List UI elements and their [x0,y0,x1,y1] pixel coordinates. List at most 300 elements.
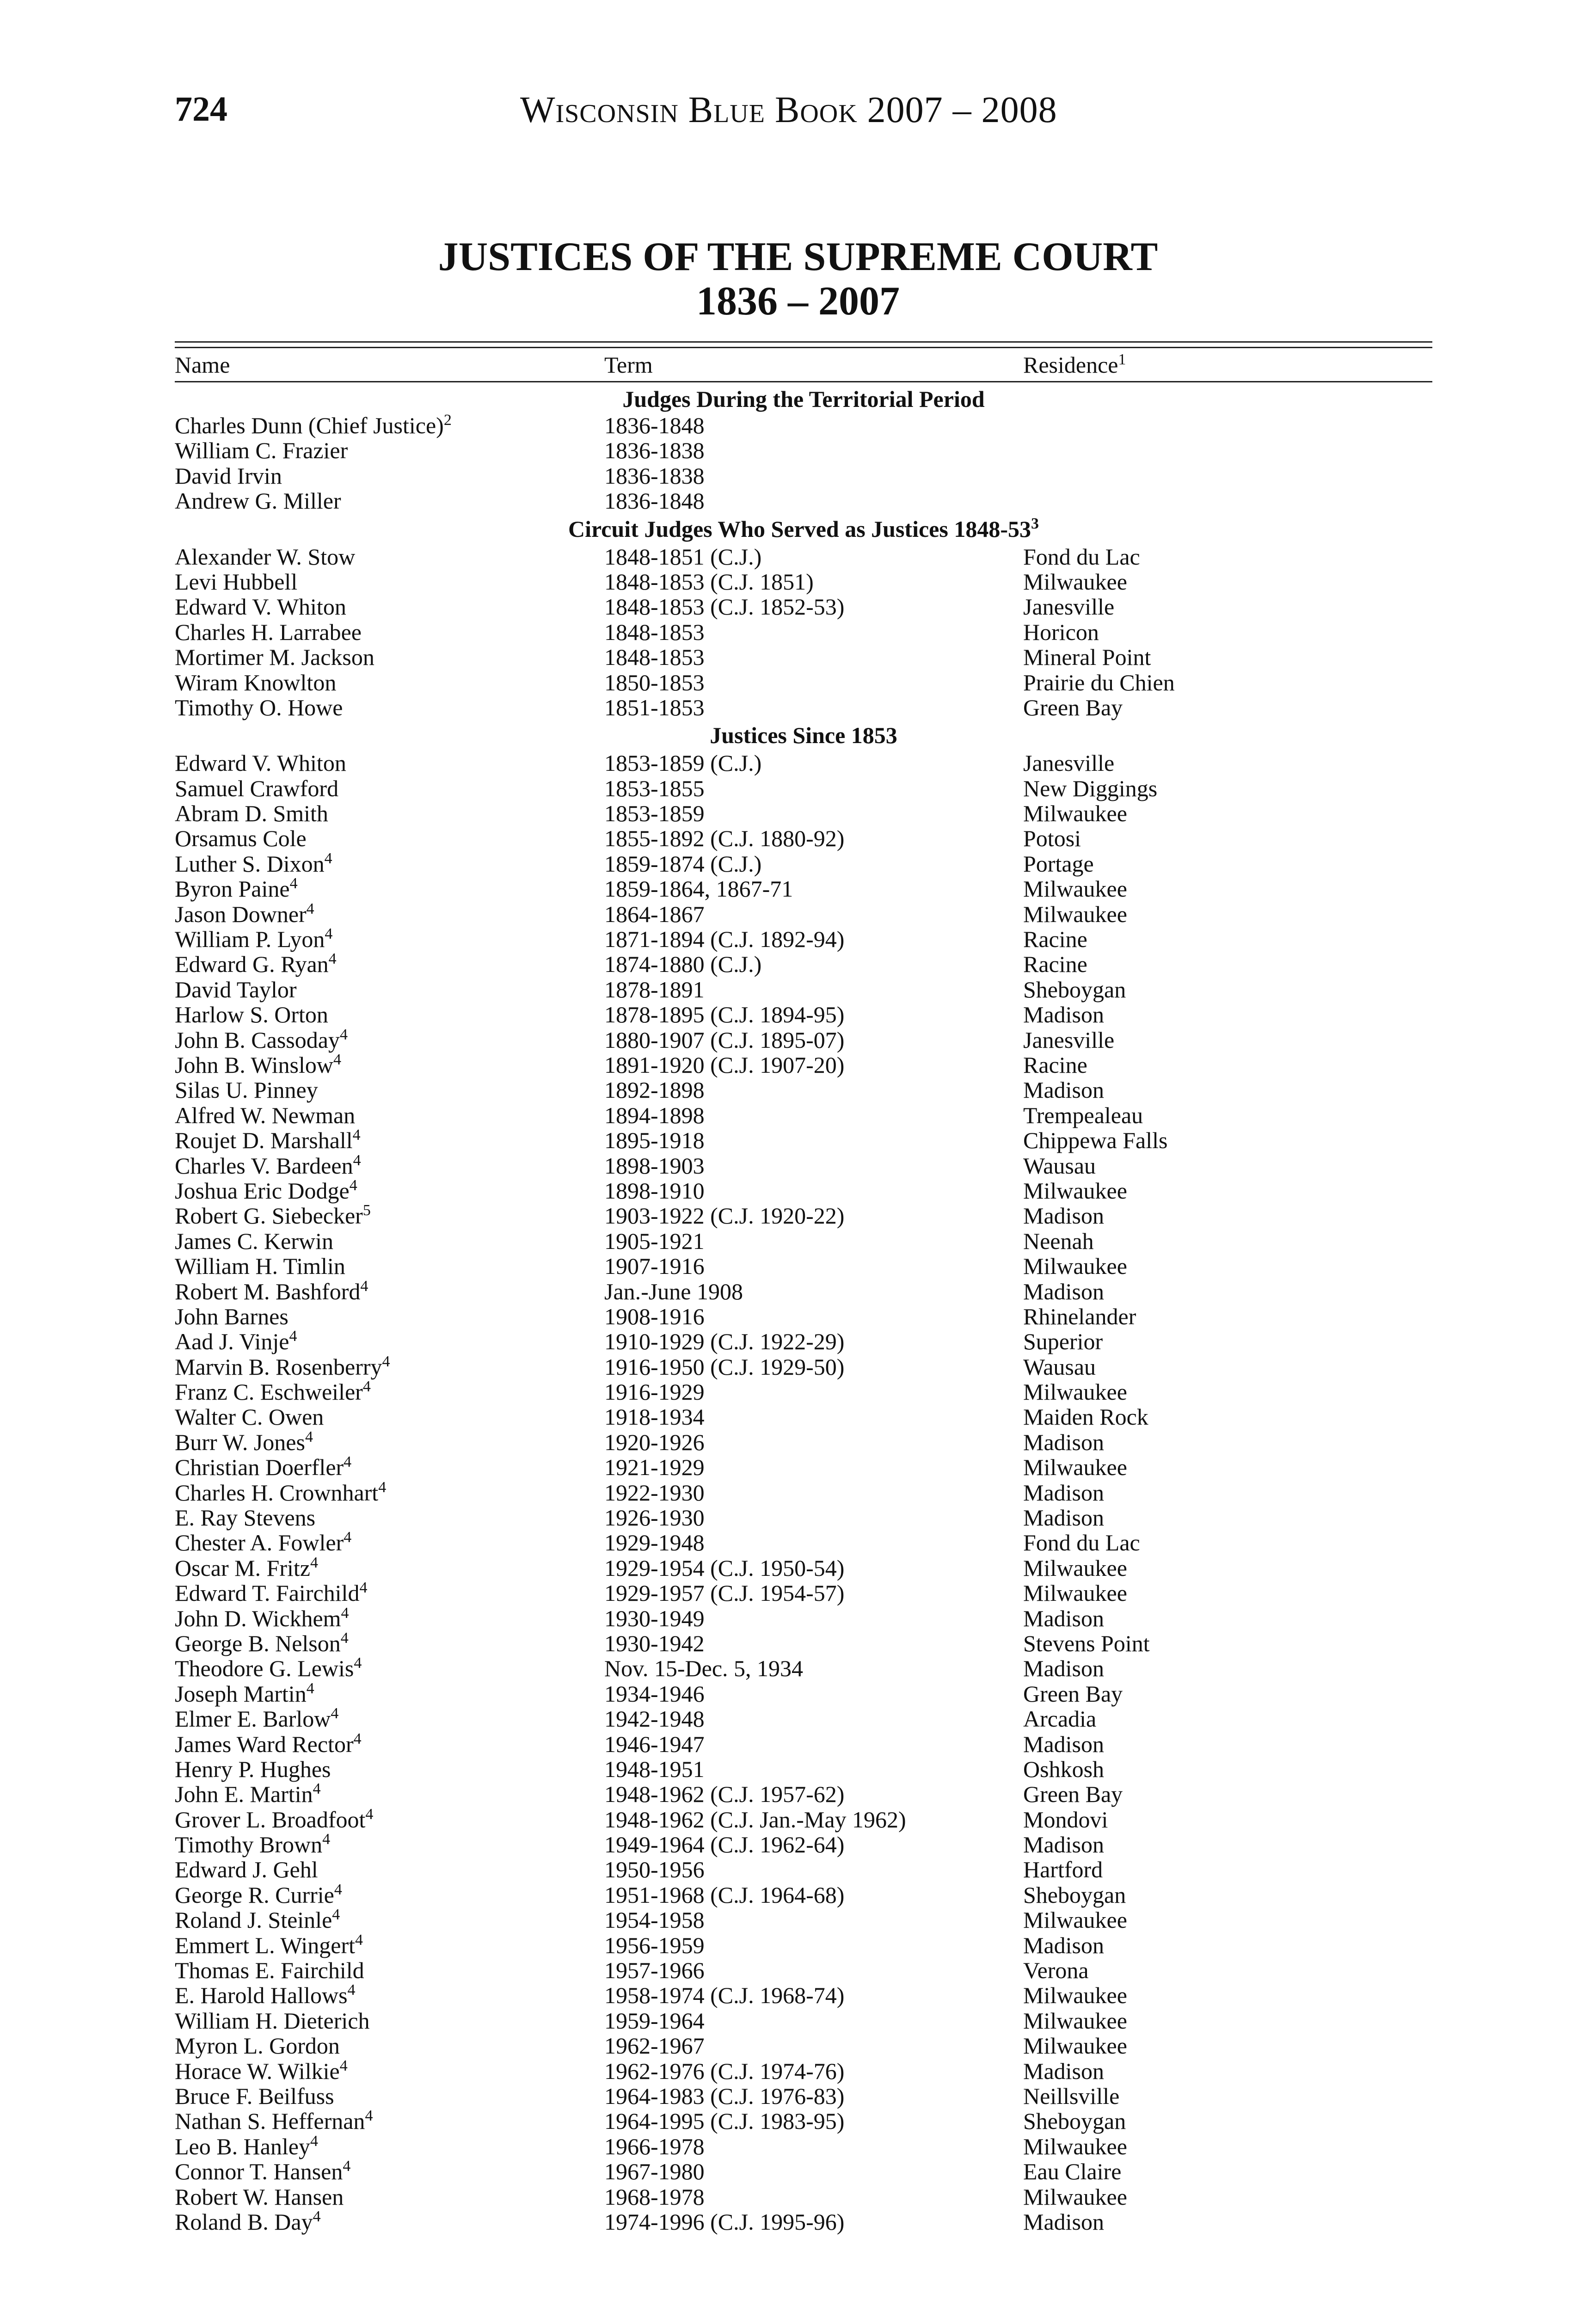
justice-residence: Rhinelander [1023,1303,1136,1329]
justice-residence: Madison [1023,2208,1104,2235]
page-title: JUSTICES OF THE SUPREME COURT [438,234,1158,279]
justice-term: 1853-1859 [604,800,705,827]
justice-residence: Wausau [1023,1353,1096,1380]
justice-name-text: Charles V. Bardeen [175,1152,353,1179]
table-row [175,2008,1432,2033]
justice-term: 1967-1980 [604,2158,705,2185]
justice-term: 1949-1964 (C.J. 1962-64) [604,1832,845,1858]
section-heading [175,385,1432,413]
justice-term: 1878-1895 (C.J. 1894-95) [604,1002,845,1028]
table-row [175,851,1432,876]
justice-name [175,2209,321,2234]
footnote-marker: 4 [310,2132,318,2150]
table-row [175,2184,1432,2209]
justice-name [175,1530,351,1555]
justice-term: 1966-1978 [604,2133,705,2159]
header-bottom-rule [175,381,1432,382]
footnote-marker: 4 [340,1629,349,1647]
table-row [175,2209,1432,2234]
justice-residence: Prairie du Chien [1023,669,1175,695]
justice-name [175,876,298,901]
table-row [175,695,1432,720]
justice-term: 1930-1942 [604,1630,705,1656]
justice-name [175,1178,357,1203]
table-row [175,1404,1432,1429]
justice-residence: Janesville [1023,1027,1115,1053]
justice-residence: Stevens Point [1023,1630,1150,1656]
justice-term: 1853-1859 (C.J.) [604,750,762,776]
table-row [175,2084,1432,2109]
justice-residence: Milwaukee [1023,1555,1127,1581]
table-row [175,1732,1432,1757]
table-row [175,1430,1432,1455]
justice-term: 1848-1853 (C.J. 1852-53) [604,594,845,620]
justice-term: 1864-1867 [604,901,705,927]
justice-name-text: William P. Lyon [175,926,325,953]
justice-residence: Madison [1023,1932,1104,1958]
justice-term: 1929-1948 [604,1530,705,1556]
justice-term: 1880-1907 (C.J. 1895-07) [604,1027,845,1053]
footnote-marker: 4 [289,1328,297,1345]
justice-term: 1851-1853 [604,694,705,720]
justice-term: 1836-1838 [604,462,705,489]
justice-name-text: Marvin B. Rosenberry [175,1353,382,1380]
justice-name-text: Timothy Brown [175,1832,323,1858]
justice-name [175,1027,348,1052]
justice-name-text: Walter C. Owen [175,1404,324,1430]
justice-residence: Milwaukee [1023,1580,1127,1606]
table-row [175,1128,1432,1153]
justice-term: 1964-1983 (C.J. 1976-83) [604,2083,845,2109]
table-row [175,1807,1432,1832]
justice-name [175,1480,386,1505]
justice-name-text: Emmert L. Wingert [175,1932,356,1958]
justice-residence: Milwaukee [1023,1177,1127,1204]
table-row [175,1782,1432,1807]
justice-residence: Sheboygan [1023,1882,1126,1908]
column-header-name: Name [175,352,230,378]
table-row [175,1379,1432,1404]
justice-name-text: Abram D. Smith [175,800,328,827]
justice-name [175,801,328,826]
justice-name [175,2109,373,2134]
justice-name-text: Edward V. Whiton [175,594,346,620]
footnote-marker: 1 [1118,351,1126,368]
justice-term: 1878-1891 [604,976,705,1002]
justice-name-text: Burr W. Jones [175,1429,305,1455]
justice-term: Jan.-June 1908 [604,1278,743,1304]
justice-residence: Verona [1023,1957,1089,1984]
justice-name [175,544,355,569]
table-row [175,1882,1432,1907]
justice-residence: Madison [1023,1731,1104,1757]
justice-residence: Madison [1023,1605,1104,1631]
justice-residence: Maiden Rock [1023,1404,1148,1430]
justice-name-text: Roujet D. Marshall [175,1127,353,1154]
table-row [175,670,1432,695]
table-row [175,2134,1432,2159]
table-row [175,1229,1432,1254]
footnote-marker: 4 [365,1805,374,1823]
justices-table [175,385,1432,2234]
justice-name [175,1807,373,1832]
justice-name [175,1329,297,1354]
justice-residence: Racine [1023,951,1087,978]
table-row [175,952,1432,977]
table-row [175,1857,1432,1882]
justice-name [175,1983,356,2008]
justice-residence: Chippewa Falls [1023,1127,1168,1154]
justice-residence: Madison [1023,1002,1104,1028]
footnote-marker: 4 [355,1931,363,1949]
table-row [175,1983,1432,2008]
justice-name-text: Luther S. Dixon [175,850,325,877]
justice-name [175,1857,318,1882]
section-heading [175,514,1432,544]
table-row [175,544,1432,569]
justice-name-text: Joseph Martin [175,1680,307,1707]
justice-name [175,488,341,513]
footnote-marker: 4 [313,2207,321,2225]
table-row [175,1832,1432,1857]
justice-name [175,927,332,952]
justice-name [175,463,282,488]
justice-name [175,1052,341,1077]
justice-name-text: E. Ray Stevens [175,1505,316,1531]
justice-residence: Milwaukee [1023,876,1127,902]
table-row [175,1933,1432,1958]
table-row [175,1580,1432,1605]
justice-name [175,1379,371,1404]
justice-residence: Milwaukee [1023,800,1127,827]
justice-term: 1898-1910 [604,1177,705,1204]
footnote-marker: 4 [306,900,314,917]
justice-name-text: E. Harold Hallows [175,1982,348,2009]
footnote-marker: 4 [310,1554,318,1571]
justice-residence: Madison [1023,1479,1104,1506]
justice-term: 1848-1853 [604,644,705,670]
justice-residence: Oshkosh [1023,1756,1105,1782]
justice-residence: Milwaukee [1023,1454,1127,1481]
justice-term: 1962-1976 (C.J. 1974-76) [604,2058,845,2084]
table-row [175,1203,1432,1228]
justice-name-text: George B. Nelson [175,1630,341,1656]
footnote-marker: 4 [331,1705,339,1722]
justice-term: 1910-1929 (C.J. 1922-29) [604,1328,845,1355]
table-row [175,1279,1432,1304]
footnote-marker: 5 [362,1202,371,1219]
justice-residence: Potosi [1023,825,1081,852]
justice-term: 1954-1958 [604,1907,705,1933]
justice-name-text: Charles H. Crownhart [175,1479,379,1506]
justice-name [175,1580,367,1605]
justice-name [175,2008,369,2033]
table-row [175,1556,1432,1580]
justice-residence: Wausau [1023,1152,1096,1179]
table-row [175,1329,1432,1354]
justice-name [175,952,337,977]
justice-name [175,1077,318,1102]
justice-term: 1848-1853 (C.J. 1851) [604,568,814,595]
justice-name-text: Samuel Crawford [175,775,339,801]
justice-term: 1871-1894 (C.J. 1892-94) [604,926,845,953]
justice-term: 1916-1929 [604,1379,705,1405]
table-row [175,902,1432,927]
justice-name [175,2134,318,2159]
justice-term: 1874-1880 (C.J.) [604,951,762,978]
justice-term: 1946-1947 [604,1731,705,1757]
justice-residence: Superior [1023,1328,1103,1355]
table-row [175,413,1432,438]
table-row [175,1002,1432,1027]
justice-name-text: Chester A. Fowler [175,1530,344,1556]
justice-name-text: Henry P. Hughes [175,1756,331,1782]
justice-residence: Mondovi [1023,1806,1108,1832]
footnote-marker: 4 [359,1579,368,1597]
justice-name-text: Roland J. Steinle [175,1907,332,1933]
table-row [175,1304,1432,1329]
justice-name [175,1354,390,1379]
footnote-marker: 4 [328,950,337,968]
justice-name [175,1304,289,1329]
justice-name [175,438,348,463]
justice-name-text: David Taylor [175,976,297,1002]
justice-term: 1848-1853 [604,619,705,645]
table-row [175,1757,1432,1782]
justice-residence: Milwaukee [1023,1982,1127,2009]
table-row [175,645,1432,670]
justice-name-text: Edward V. Whiton [175,750,346,776]
footnote-marker: 4 [352,1126,361,1144]
justice-name [175,1103,355,1128]
justice-name-text: Grover L. Broadfoot [175,1806,366,1832]
table-row [175,1706,1432,1731]
justice-name [175,620,362,645]
justice-name [175,1882,342,1907]
justice-residence: Green Bay [1023,1781,1123,1808]
table-row [175,1530,1432,1555]
justice-residence: Milwaukee [1023,901,1127,927]
justice-term: 1848-1851 (C.J.) [604,543,762,570]
table-row [175,1606,1432,1631]
table-row [175,1077,1432,1102]
justice-residence: Madison [1023,1278,1104,1304]
justice-name-text: William H. Dieterich [175,2007,370,2034]
justice-name-text: Edward G. Ryan [175,951,329,978]
justice-term: 1859-1864, 1867-71 [604,876,793,902]
justice-residence: Portage [1023,850,1094,877]
justice-term: 1916-1950 (C.J. 1929-50) [604,1353,845,1380]
section-heading-text: Circuit Judges Who Served as Justices 1848-53 [568,516,1031,542]
justice-name-text: John B. Cassoday [175,1027,340,1053]
footnote-marker: 4 [332,1906,340,1924]
justice-name [175,413,452,438]
justice-residence: Arcadia [1023,1706,1097,1732]
table-row [175,569,1432,594]
footnote-marker: 4 [334,1881,342,1898]
justice-residence: Green Bay [1023,1680,1123,1707]
justice-name-text: Horace W. Wilkie [175,2058,340,2084]
justice-name [175,1229,333,1254]
justice-name-text: John B. Winslow [175,1051,333,1078]
justice-name [175,1681,314,1706]
table-row [175,2109,1432,2134]
justice-residence: New Diggings [1023,775,1158,801]
justice-residence: Madison [1023,1505,1104,1531]
justice-name-text: James Ward Rector [175,1731,354,1757]
justice-term: 1836-1848 [604,488,705,514]
justice-term: 1891-1920 (C.J. 1907-20) [604,1051,845,1078]
justice-name-text: Christian Doerfler [175,1454,344,1481]
justice-name [175,1606,349,1631]
justice-name-text: Franz C. Eschweiler [175,1379,363,1405]
table-row [175,1153,1432,1178]
justice-name-text: William C. Frazier [175,437,348,464]
justice-term: 1957-1966 [604,1957,705,1984]
justice-residence: Fond du Lac [1023,1530,1140,1556]
table-row [175,463,1432,488]
footnote-marker: 4 [339,2057,348,2074]
justice-name [175,1455,351,1480]
justice-name [175,2084,334,2109]
footnote-marker: 4 [349,1176,357,1194]
justice-name-text: Harlow S. Orton [175,1002,328,1028]
column-header-residence-label: Residence [1023,352,1118,378]
justice-residence: Green Bay [1023,694,1123,720]
justice-residence: Milwaukee [1023,2007,1127,2034]
table-row [175,1354,1432,1379]
section-heading-text: Judges During the Territorial Period [622,386,985,412]
justice-term: 1836-1838 [604,437,705,464]
justice-residence: Mineral Point [1023,644,1151,670]
justice-term: 1962-1967 [604,2033,705,2059]
justice-name [175,670,336,695]
table-row [175,1480,1432,1505]
column-header-term: Term [604,352,653,378]
table-row [175,977,1432,1002]
justice-name [175,1203,371,1228]
justice-residence: Milwaukee [1023,1907,1127,1933]
footnote-marker: 2 [443,412,452,429]
justice-term: 1964-1995 (C.J. 1983-95) [604,2108,845,2134]
footnote-marker: 4 [365,2107,373,2125]
justice-name-text: Timothy O. Howe [175,694,343,720]
justice-term: 1929-1954 (C.J. 1950-54) [604,1555,845,1581]
justice-residence: Madison [1023,2058,1104,2084]
justice-name [175,1958,364,1983]
footnote-marker: 4 [344,1453,352,1471]
justice-term: 1948-1962 (C.J. 1957-62) [604,1781,845,1808]
running-header: Wisconsin Blue Book 2007 – 2008 [520,90,1057,130]
justice-name [175,1128,361,1153]
justice-name-text: David Irvin [175,462,282,489]
justice-name-text: Charles Dunn (Chief Justice) [175,412,444,438]
justice-residence: Milwaukee [1023,2033,1127,2059]
justice-residence: Milwaukee [1023,1379,1127,1405]
footnote-marker: 4 [305,1428,313,1445]
justice-name [175,1631,349,1656]
justice-name-text: George R. Currie [175,1882,334,1908]
justice-name-text: Bruce F. Beilfuss [175,2083,334,2109]
justice-name [175,1933,363,1958]
justice-name [175,594,346,619]
justice-name [175,2159,350,2184]
justice-term: 1907-1916 [604,1253,705,1279]
justice-name [175,1656,362,1681]
justice-term: 1929-1957 (C.J. 1954-57) [604,1580,845,1606]
justice-residence: Milwaukee [1023,2183,1127,2210]
justice-name-text: Byron Paine [175,876,290,902]
justice-term: 1894-1898 [604,1102,705,1128]
justice-term: Nov. 15-Dec. 5, 1934 [604,1655,804,1682]
justice-name-text: John E. Martin [175,1781,313,1808]
justice-term: 1926-1930 [604,1505,705,1531]
justice-name-text: Edward J. Gehl [175,1857,318,1883]
justice-term: 1903-1922 (C.J. 1920-22) [604,1203,845,1229]
justice-name-text: Aad J. Vinje [175,1328,289,1355]
table-row [175,2059,1432,2084]
justice-residence: Madison [1023,1203,1104,1229]
justice-name [175,851,332,876]
justice-name-text: Robert W. Hansen [175,2183,344,2210]
justice-residence: Milwaukee [1023,568,1127,595]
justice-term: 1921-1929 [604,1454,705,1481]
justice-name-text: Robert G. Siebecker [175,1203,363,1229]
table-row [175,594,1432,619]
justice-name [175,1732,362,1757]
justice-name-text: Orsamus Cole [175,825,307,852]
table-row [175,927,1432,952]
table-row [175,2159,1432,2184]
justice-name [175,977,297,1002]
justice-name [175,1706,338,1731]
justice-name [175,1757,331,1782]
justice-term: 1922-1930 [604,1479,705,1506]
justice-residence: Horicon [1023,619,1099,645]
justice-name [175,1782,321,1807]
justice-residence: Milwaukee [1023,1253,1127,1279]
page-subtitle-years: 1836 – 2007 [696,279,900,324]
justice-name-text: Charles H. Larrabee [175,619,362,645]
justice-name [175,2033,340,2058]
justice-name [175,1430,313,1455]
justice-name-text: Mortimer M. Jackson [175,644,374,670]
footnote-marker: 4 [313,1780,321,1798]
justice-residence: Neillsville [1023,2083,1120,2109]
justice-name [175,1002,328,1027]
justice-name [175,826,307,851]
justice-name-text: Edward T. Fairchild [175,1580,360,1606]
justice-term: 1836-1848 [604,412,705,438]
justice-name-text: John Barnes [175,1303,289,1329]
justice-name-text: William H. Timlin [175,1253,345,1279]
justice-term: 1853-1855 [604,775,705,801]
justice-residence: Fond du Lac [1023,543,1140,570]
justice-residence: Madison [1023,1429,1104,1455]
table-row [175,1505,1432,1530]
justice-term: 1930-1949 [604,1605,705,1631]
footnote-marker: 4 [347,1981,356,1999]
justice-name-text: Roland B. Day [175,2208,313,2235]
justice-name [175,1254,345,1279]
justice-term: 1934-1946 [604,1680,705,1707]
justice-term: 1855-1892 (C.J. 1880-92) [604,825,845,852]
justice-term: 1942-1948 [604,1706,705,1732]
justice-name [175,1907,340,1932]
justice-term: 1908-1916 [604,1303,705,1329]
justice-term: 1948-1951 [604,1756,705,1782]
justice-term: 1956-1959 [604,1932,705,1958]
